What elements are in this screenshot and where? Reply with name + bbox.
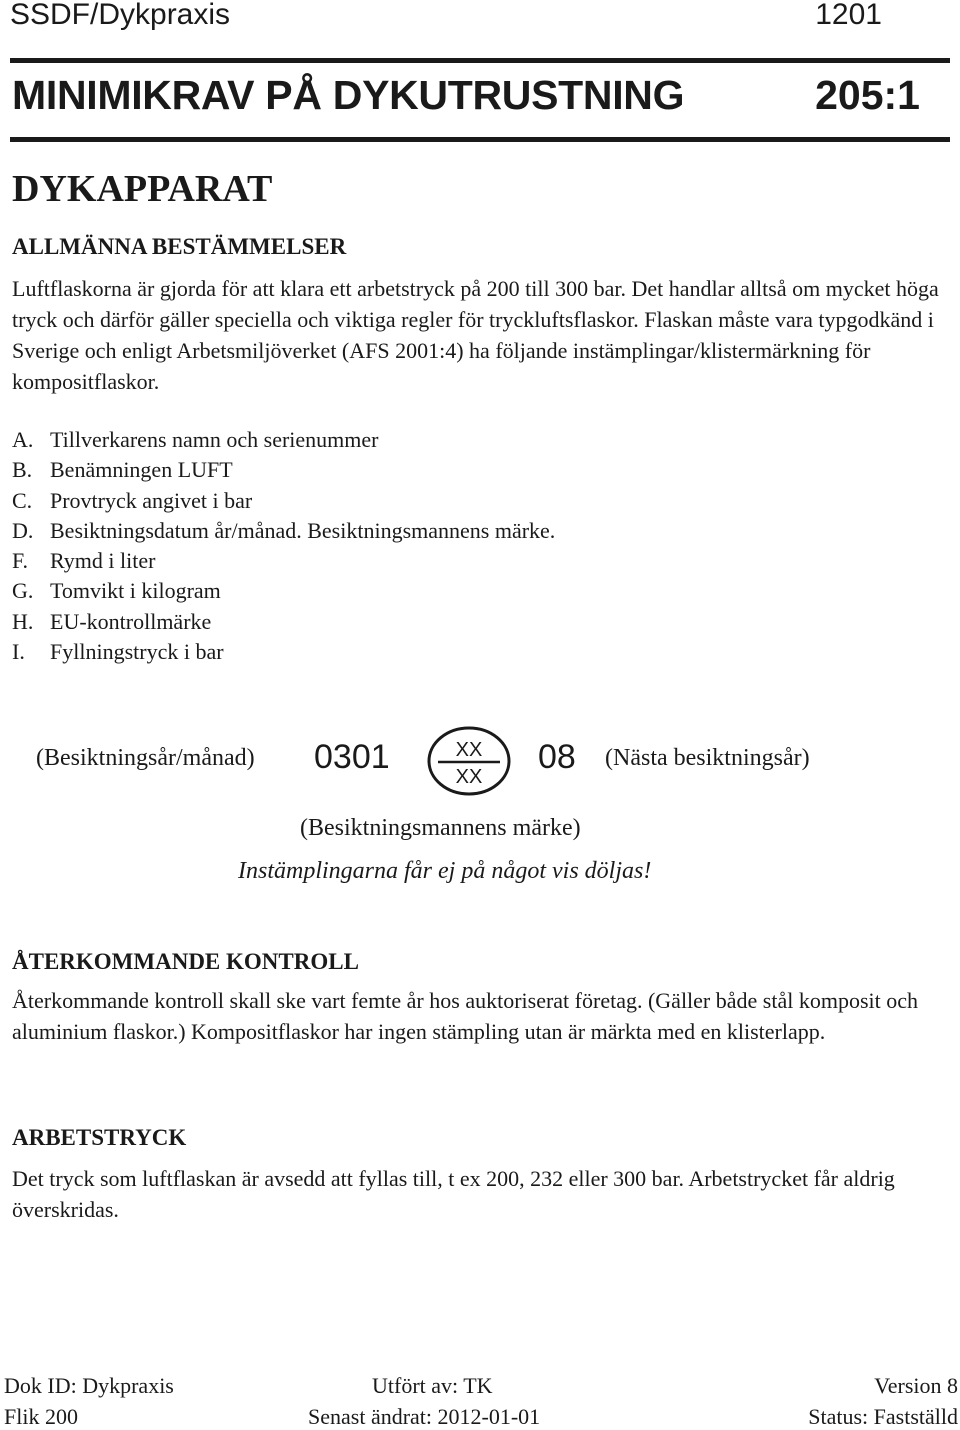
list-item-letter: G.	[12, 578, 34, 604]
header-org: SSDF/Dykpraxis	[10, 0, 231, 31]
footer-doc-id: Dok ID: Dykpraxis	[4, 1373, 174, 1398]
stamp-note: Instämplingarna får ej på något vis döljas!	[238, 858, 652, 884]
list-item-text: Provtryck angivet i bar	[50, 487, 253, 513]
page-title-number: 205:1	[815, 72, 920, 118]
pressure-body: Det tryck som luftflaskan är avsedd att fyllas till, t ex 200, 232 eller 300 bar. Arbetstrycket får aldrig överskridas.	[12, 1166, 895, 1222]
stamp-mark-label: (Besiktningsmannens märke)	[300, 815, 581, 841]
section-title: DYKAPPARAT	[12, 168, 273, 210]
list-item-text: Benämningen LUFT	[50, 457, 233, 483]
list-item-letter: A.	[12, 427, 34, 452]
general-body: Luftflaskorna är gjorda för att klara ett arbetstryck på 200 till 300 bar. Det handlar alltså om mycket höga tryck och därför gäller speciella och viktiga regler för tryckluftsflaskor. Flaskan måste vara typgodkänd i Sverige och enligt Arbetsmiljöverket (AFS 2001:4) ha följande instämplingar/klistermärkning för kompositflaskor.	[12, 276, 939, 394]
list-item-text: Rymd i liter	[50, 548, 156, 574]
stamp-next-label: (Nästa besiktningsår)	[605, 745, 810, 771]
list-item-letter: H.	[12, 608, 34, 634]
footer-version: Version 8	[874, 1373, 958, 1398]
list-item-letter: F.	[12, 548, 28, 574]
list-item-text: Besiktningsdatum år/månad. Besiktningsmannens märke.	[50, 517, 556, 543]
footer-changed: Senast ändrat: 2012-01-01	[308, 1404, 541, 1429]
list-item	[12, 486, 555, 516]
stamp-inspection-date: 0301	[314, 738, 390, 776]
footer-author: Utfört av: TK	[372, 1373, 493, 1398]
list-item	[12, 455, 555, 485]
list-item-text: EU-kontrollmärke	[50, 608, 212, 634]
footer-page: Flik 200	[4, 1404, 78, 1429]
page-title: MINIMIKRAV PÅ DYKUTRUSTNING	[12, 72, 685, 118]
recurring-body: Återkommande kontroll skall ske vart femte år hos auktoriserat företag. (Gäller både stål komposit och aluminium flaskor.) Kompositflaskor har ingen stämpling utan är märkta med en klisterlapp.	[12, 988, 918, 1044]
stamp-inspection-label: (Besiktningsår/månad)	[36, 745, 255, 771]
list-item	[12, 425, 555, 455]
list-item-text: Tomvikt i kilogram	[50, 578, 221, 604]
recurring-heading: ÅTERKOMMANDE KONTROLL	[12, 949, 359, 974]
list-item-letter: D.	[12, 517, 34, 543]
top-rule	[10, 58, 950, 63]
list-item	[12, 516, 555, 546]
stamp-mark-top: XX	[455, 739, 483, 761]
title-rule	[10, 137, 950, 142]
stamp-mark-bottom: XX	[455, 766, 483, 788]
list-item-letter: B.	[12, 457, 33, 483]
footer-status: Status: Fastställd	[808, 1404, 958, 1429]
header-page-number: 1201	[815, 0, 882, 31]
list-item	[12, 576, 555, 606]
general-heading: ALLMÄNNA BESTÄMMELSER	[12, 234, 347, 259]
list-item-text: Tillverkarens namn och serienummer	[50, 427, 379, 452]
markings-list	[12, 425, 555, 667]
pressure-heading: ARBETSTRYCK	[12, 1125, 187, 1150]
list-item	[12, 637, 555, 667]
list-item	[12, 607, 555, 637]
list-item-letter: C.	[12, 487, 33, 513]
list-item-letter: I.	[12, 639, 25, 665]
list-item	[12, 546, 555, 576]
list-item-text: Fyllningstryck i bar	[50, 639, 224, 665]
inspector-mark-icon	[426, 725, 512, 797]
stamp-next-year: 08	[538, 738, 576, 776]
